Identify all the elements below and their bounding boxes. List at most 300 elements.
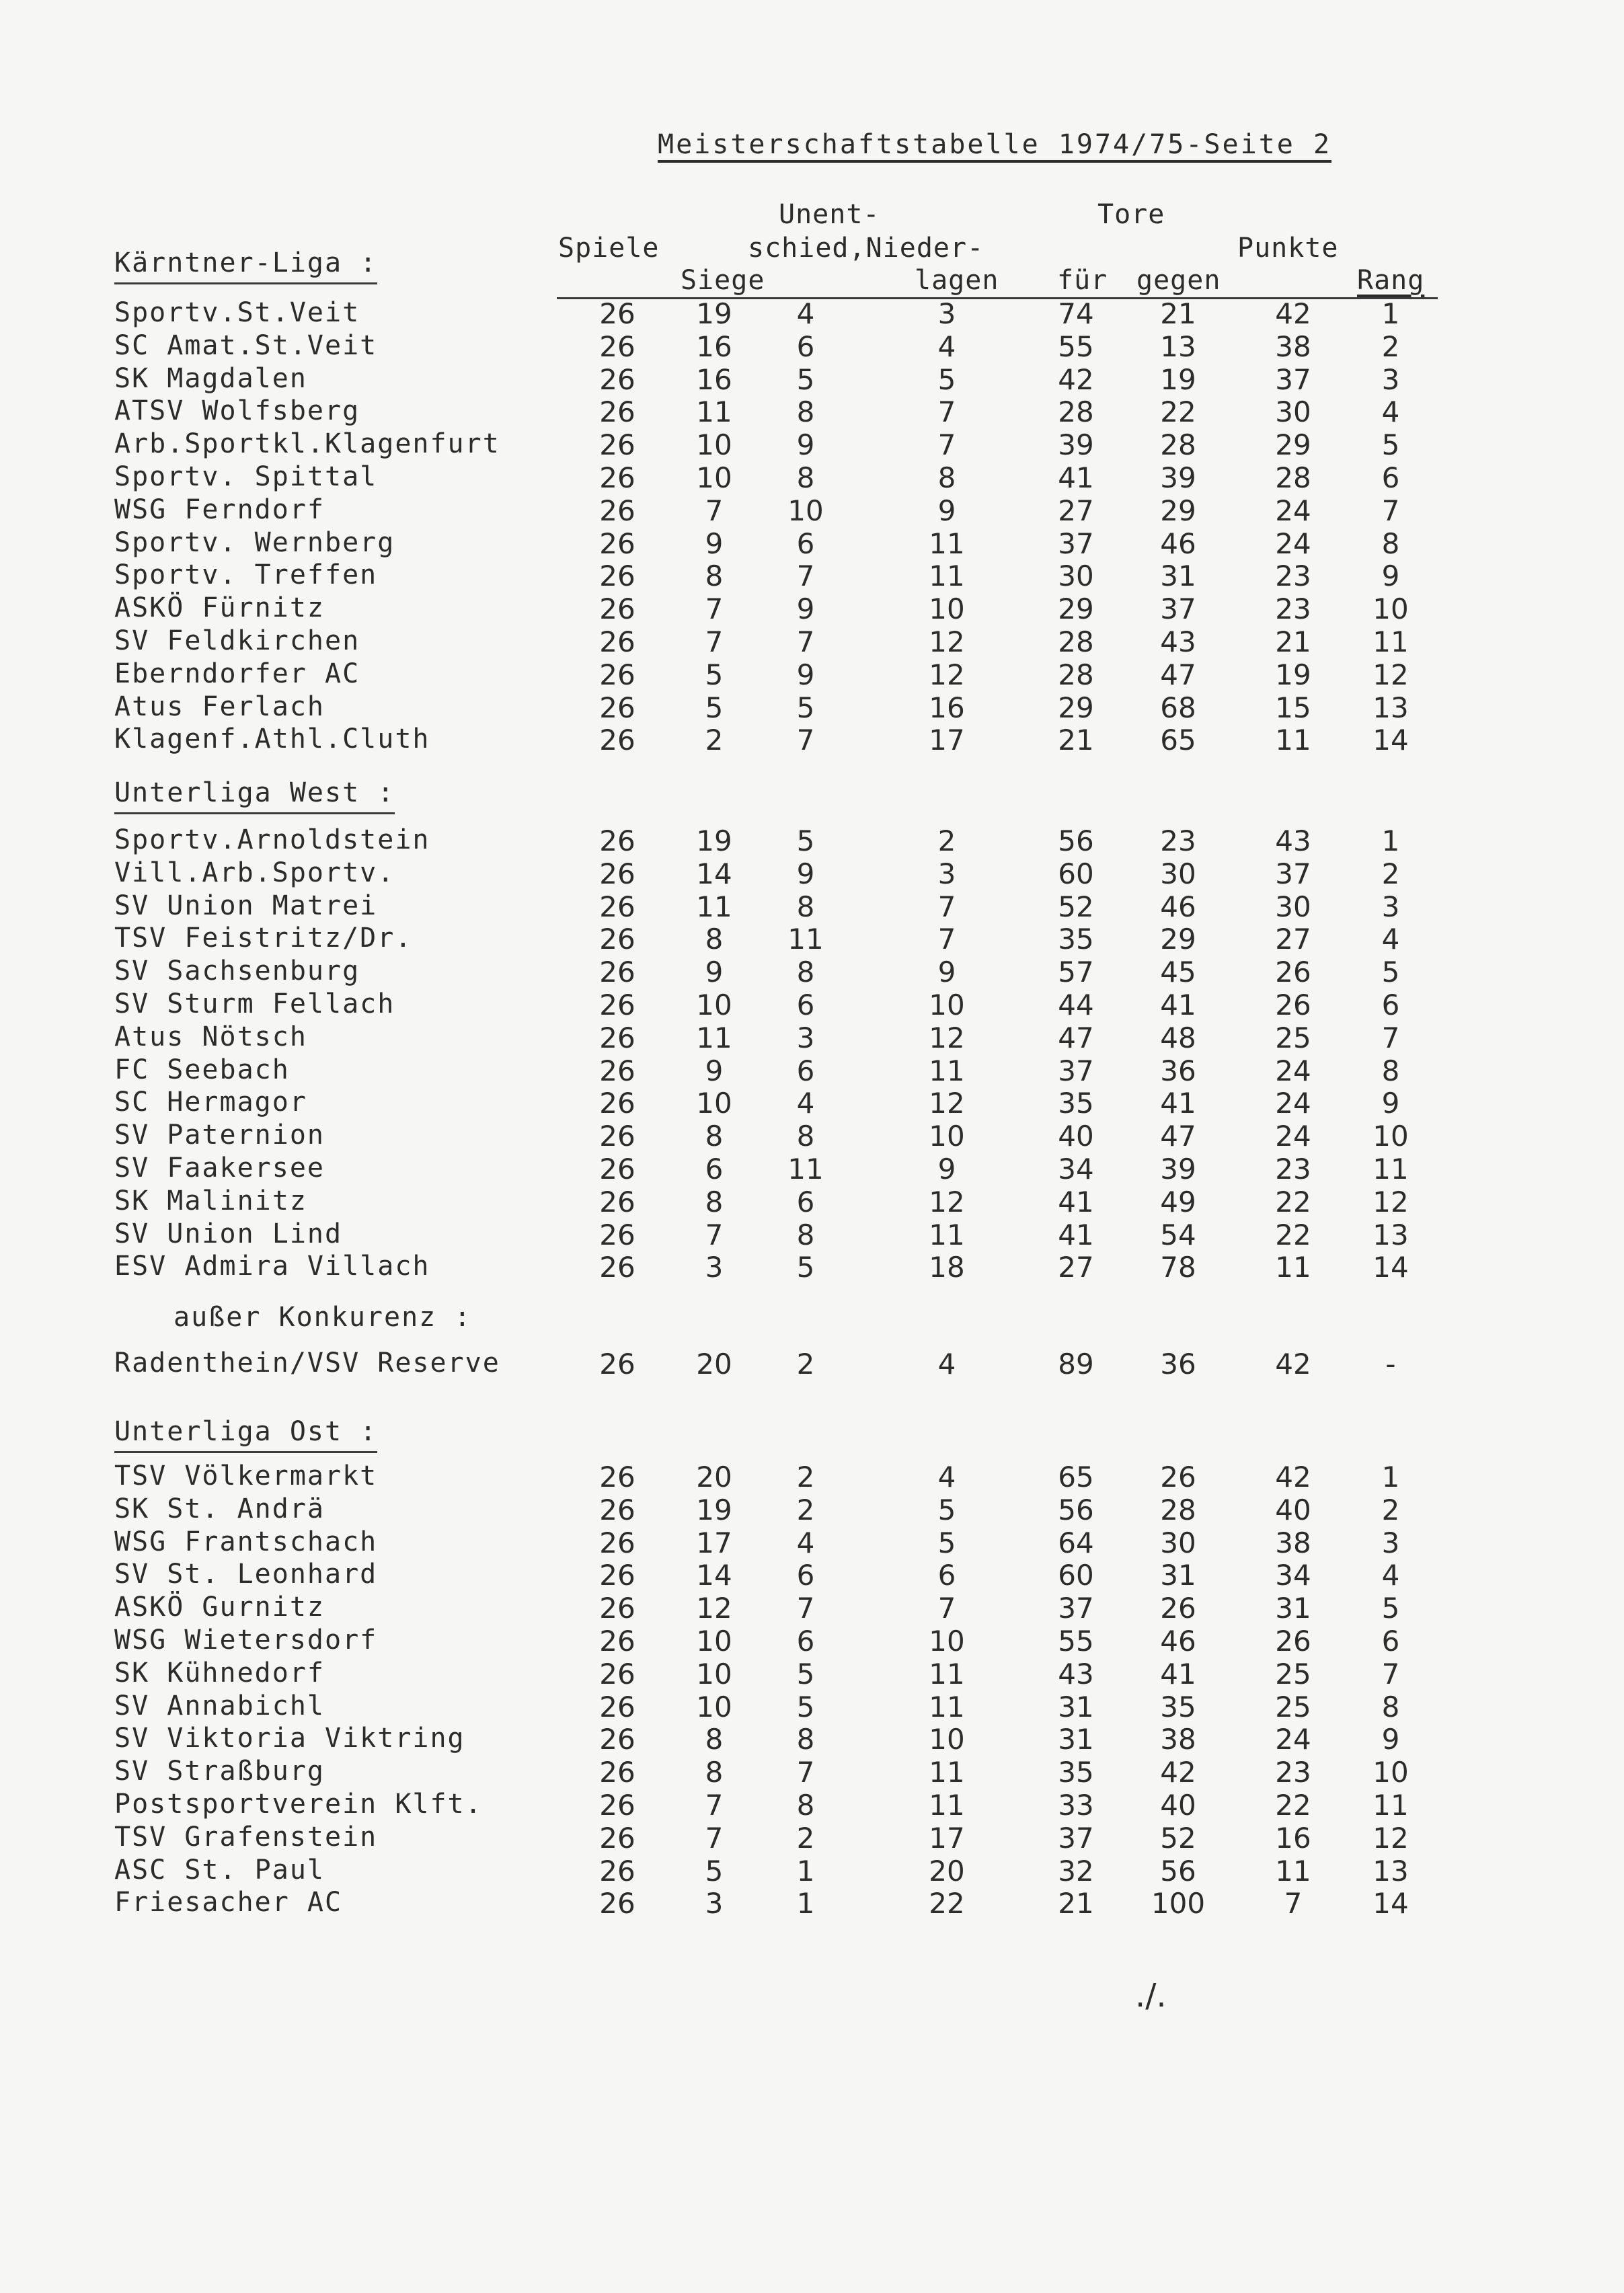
punkte-cell: 7 — [1284, 1887, 1303, 1920]
punkte-cell: 23 — [1275, 559, 1311, 593]
niederlagen-cell: 5 — [937, 362, 956, 396]
unentschieden-cell: 5 — [796, 1690, 815, 1723]
tore-gegen-cell: 41 — [1160, 988, 1196, 1021]
siege-cell: 9 — [705, 527, 724, 560]
siege-cell: 8 — [705, 1120, 724, 1153]
rang-cell: 9 — [1381, 1087, 1400, 1120]
table-row — [0, 559, 1624, 592]
table-row — [0, 988, 1624, 1021]
rang-cell: 4 — [1381, 923, 1400, 956]
tore-fuer-cell: 35 — [1058, 1087, 1094, 1120]
header-rang: Rang — [1357, 265, 1425, 296]
siege-cell: 10 — [696, 988, 732, 1021]
team-name: Vill.Arb.Sportv. — [114, 857, 395, 888]
punkte-cell: 30 — [1275, 395, 1311, 429]
tore-fuer-cell: 37 — [1058, 527, 1094, 560]
table-row — [0, 330, 1624, 362]
tore-gegen-cell: 43 — [1160, 625, 1196, 658]
team-name: SK Kühnedorf — [114, 1657, 325, 1688]
punkte-cell: 34 — [1275, 1559, 1311, 1592]
team-name: SV St. Leonhard — [114, 1559, 378, 1590]
rang-cell: 13 — [1372, 691, 1409, 724]
punkte-cell: 42 — [1275, 1348, 1311, 1381]
unentschieden-cell: 7 — [796, 625, 815, 658]
spiele-cell: 26 — [599, 1723, 635, 1756]
tore-gegen-cell: 49 — [1160, 1185, 1196, 1218]
unentschieden-cell: 9 — [796, 857, 815, 890]
header-schied-nieder: schied,Nieder- — [748, 233, 984, 264]
unentschieden-cell: 8 — [796, 1120, 815, 1153]
tore-fuer-cell: 37 — [1058, 1054, 1094, 1087]
rang-cell: - — [1385, 1348, 1396, 1381]
unentschieden-cell: 4 — [796, 1526, 815, 1559]
table-row — [0, 1348, 1624, 1380]
tore-gegen-cell: 46 — [1160, 527, 1196, 560]
spiele-cell: 26 — [599, 1251, 635, 1284]
rang-cell: 6 — [1381, 1625, 1400, 1658]
table-row — [0, 592, 1624, 625]
team-name: SC Amat.St.Veit — [114, 329, 378, 361]
niederlagen-cell: 2 — [937, 824, 956, 857]
tore-fuer-cell: 60 — [1058, 1559, 1094, 1592]
tore-gegen-cell: 41 — [1160, 1087, 1196, 1120]
spiele-cell: 26 — [599, 857, 635, 890]
header-unent: Unent- — [779, 199, 880, 230]
niederlagen-cell: 11 — [929, 1789, 965, 1822]
rang-cell: 8 — [1381, 1054, 1400, 1087]
rang-cell: 11 — [1372, 625, 1409, 658]
niederlagen-cell: 7 — [937, 923, 956, 956]
table-row — [0, 461, 1624, 494]
niederlagen-cell: 20 — [929, 1854, 965, 1888]
table-row — [0, 857, 1624, 890]
unentschieden-cell: 9 — [796, 428, 815, 462]
niederlagen-cell: 8 — [937, 461, 956, 494]
punkte-cell: 16 — [1275, 1821, 1311, 1855]
table-row — [0, 527, 1624, 559]
tore-fuer-cell: 55 — [1058, 1625, 1094, 1658]
unentschieden-cell: 8 — [796, 956, 815, 989]
tore-gegen-cell: 47 — [1160, 1120, 1196, 1153]
tore-gegen-cell: 35 — [1160, 1690, 1196, 1723]
tore-fuer-cell: 65 — [1058, 1461, 1094, 1493]
tore-fuer-cell: 47 — [1058, 1021, 1094, 1054]
spiele-cell: 26 — [599, 1054, 635, 1087]
tore-fuer-cell: 42 — [1058, 362, 1094, 396]
team-name: Arb.Sportkl.Klagenfurt — [114, 428, 500, 460]
spiele-cell: 26 — [599, 923, 635, 956]
spiele-cell: 26 — [599, 988, 635, 1021]
tore-gegen-cell: 23 — [1160, 824, 1196, 857]
rang-cell: 10 — [1372, 592, 1409, 626]
siege-cell: 19 — [696, 297, 732, 330]
punkte-cell: 42 — [1275, 297, 1311, 330]
team-name: SV Annabichl — [114, 1690, 325, 1721]
unentschieden-cell: 6 — [796, 527, 815, 560]
siege-cell: 8 — [705, 923, 724, 956]
unentschieden-cell: 6 — [796, 1185, 815, 1218]
team-name: ESV Admira Villach — [114, 1251, 430, 1282]
punkte-cell: 37 — [1275, 857, 1311, 890]
rang-cell: 10 — [1372, 1756, 1409, 1789]
team-name: ASKÖ Gurnitz — [114, 1592, 325, 1623]
unentschieden-cell: 9 — [796, 592, 815, 626]
continuation-mark: ./. — [1135, 1977, 1167, 2015]
team-name: Klagenf.Athl.Cluth — [114, 724, 430, 755]
siege-cell: 17 — [696, 1526, 732, 1559]
siege-cell: 10 — [696, 1625, 732, 1658]
rang-cell: 9 — [1381, 1723, 1400, 1756]
punkte-cell: 25 — [1275, 1021, 1311, 1054]
punkte-cell: 24 — [1275, 1054, 1311, 1087]
siege-cell: 9 — [705, 1054, 724, 1087]
team-name: SK Magdalen — [114, 362, 307, 394]
punkte-cell: 15 — [1275, 691, 1311, 724]
rang-cell: 6 — [1381, 988, 1400, 1021]
spiele-cell: 26 — [599, 1185, 635, 1218]
spiele-cell: 26 — [599, 724, 635, 757]
unentschieden-cell: 8 — [796, 1723, 815, 1756]
table-row — [0, 691, 1624, 724]
punkte-cell: 40 — [1275, 1493, 1311, 1526]
tore-gegen-cell: 19 — [1160, 362, 1196, 396]
siege-cell: 16 — [696, 362, 732, 396]
rang-cell: 5 — [1381, 956, 1400, 989]
rang-cell: 7 — [1381, 1657, 1400, 1690]
table-row — [0, 1493, 1624, 1526]
niederlagen-cell: 3 — [937, 297, 956, 330]
siege-cell: 5 — [705, 691, 724, 724]
tore-gegen-cell: 39 — [1160, 1153, 1196, 1186]
siege-cell: 11 — [696, 395, 732, 429]
niederlagen-cell: 12 — [929, 1021, 965, 1054]
niederlagen-cell: 10 — [929, 1625, 965, 1658]
spiele-cell: 26 — [599, 494, 635, 527]
rang-cell: 3 — [1381, 890, 1400, 923]
spiele-cell: 26 — [599, 956, 635, 989]
unentschieden-cell: 9 — [796, 658, 815, 691]
tore-fuer-cell: 57 — [1058, 956, 1094, 989]
niederlagen-cell: 7 — [937, 1592, 956, 1625]
team-name: Eberndorfer AC — [114, 658, 360, 689]
siege-cell: 10 — [696, 1657, 732, 1690]
team-name: Postsportverein Klft. — [114, 1789, 483, 1820]
siege-cell: 8 — [705, 1756, 724, 1789]
team-name: SK St. Andrä — [114, 1493, 325, 1524]
tore-fuer-cell: 27 — [1058, 494, 1094, 527]
unentschieden-cell: 8 — [796, 890, 815, 923]
unentschieden-cell: 6 — [796, 1625, 815, 1658]
tore-fuer-cell: 28 — [1058, 625, 1094, 658]
team-name: ASKÖ Fürnitz — [114, 592, 325, 624]
rang-cell: 8 — [1381, 527, 1400, 560]
tore-fuer-cell: 31 — [1058, 1690, 1094, 1723]
tore-fuer-cell: 33 — [1058, 1789, 1094, 1822]
tore-fuer-cell: 89 — [1058, 1348, 1094, 1381]
spiele-cell: 26 — [599, 1153, 635, 1186]
unentschieden-cell: 2 — [796, 1493, 815, 1526]
tore-fuer-cell: 64 — [1058, 1526, 1094, 1559]
niederlagen-cell: 7 — [937, 890, 956, 923]
spiele-cell: 26 — [599, 1690, 635, 1723]
tore-gegen-cell: 38 — [1160, 1723, 1196, 1756]
unentschieden-cell: 6 — [796, 1559, 815, 1592]
niederlagen-cell: 5 — [937, 1493, 956, 1526]
unentschieden-cell: 2 — [796, 1821, 815, 1855]
spiele-cell: 26 — [599, 329, 635, 363]
rang-cell: 9 — [1381, 559, 1400, 593]
table-row — [0, 1658, 1624, 1690]
punkte-cell: 30 — [1275, 890, 1311, 923]
niederlagen-cell: 11 — [929, 1756, 965, 1789]
table-row — [0, 824, 1624, 857]
team-name: Sportv.Arnoldstein — [114, 824, 430, 855]
table-row — [0, 1690, 1624, 1723]
section-title-kaerntner-liga: Kärntner-Liga : — [114, 247, 377, 284]
table-row — [0, 1461, 1624, 1493]
punkte-cell: 22 — [1275, 1185, 1311, 1218]
table-row — [0, 1153, 1624, 1185]
unentschieden-cell: 1 — [796, 1854, 815, 1888]
rang-cell: 10 — [1372, 1120, 1409, 1153]
unentschieden-cell: 2 — [796, 1461, 815, 1493]
punkte-cell: 31 — [1275, 1592, 1311, 1625]
unentschieden-cell: 8 — [796, 1218, 815, 1251]
rang-cell: 4 — [1381, 1559, 1400, 1592]
siege-cell: 20 — [696, 1461, 732, 1493]
tore-fuer-cell: 41 — [1058, 461, 1094, 494]
siege-cell: 7 — [705, 592, 724, 626]
unentschieden-cell: 7 — [796, 559, 815, 593]
niederlagen-cell: 11 — [929, 1218, 965, 1251]
niederlagen-cell: 10 — [929, 1120, 965, 1153]
team-name: SV Sturm Fellach — [114, 988, 395, 1019]
spiele-cell: 26 — [599, 691, 635, 724]
tore-gegen-cell: 26 — [1160, 1592, 1196, 1625]
punkte-cell: 26 — [1275, 956, 1311, 989]
siege-cell: 5 — [705, 1854, 724, 1888]
team-name: TSV Feistritz/Dr. — [114, 923, 413, 954]
tore-gegen-cell: 41 — [1160, 1657, 1196, 1690]
tore-fuer-cell: 35 — [1058, 923, 1094, 956]
unentschieden-cell: 1 — [796, 1887, 815, 1920]
team-name: Sportv.St.Veit — [114, 297, 360, 328]
spiele-cell: 26 — [599, 1854, 635, 1888]
tore-fuer-cell: 56 — [1058, 824, 1094, 857]
header-gegen: gegen — [1136, 265, 1221, 296]
team-name: SK Malinitz — [114, 1185, 307, 1216]
rang-cell: 12 — [1372, 658, 1409, 691]
rang-cell: 11 — [1372, 1153, 1409, 1186]
punkte-cell: 25 — [1275, 1657, 1311, 1690]
unentschieden-cell: 8 — [796, 395, 815, 429]
tore-gegen-cell: 56 — [1160, 1854, 1196, 1888]
rang-cell: 1 — [1381, 1461, 1400, 1493]
header-punkte: Punkte — [1237, 233, 1339, 264]
punkte-cell: 11 — [1275, 724, 1311, 757]
punkte-cell: 26 — [1275, 1625, 1311, 1658]
table-row — [0, 297, 1624, 329]
tore-fuer-cell: 31 — [1058, 1723, 1094, 1756]
unentschieden-cell: 8 — [796, 1789, 815, 1822]
spiele-cell: 26 — [599, 527, 635, 560]
tore-fuer-cell: 52 — [1058, 890, 1094, 923]
spiele-cell: 26 — [599, 428, 635, 462]
team-name: ASC St. Paul — [114, 1854, 325, 1886]
niederlagen-cell: 9 — [937, 956, 956, 989]
tore-gegen-cell: 29 — [1160, 494, 1196, 527]
tore-fuer-cell: 29 — [1058, 691, 1094, 724]
spiele-cell: 26 — [599, 625, 635, 658]
tore-gegen-cell: 100 — [1151, 1887, 1206, 1920]
unentschieden-cell: 4 — [796, 297, 815, 330]
unentschieden-cell: 10 — [787, 494, 824, 527]
siege-cell: 3 — [705, 1251, 724, 1284]
table-row — [0, 625, 1624, 658]
table-row — [0, 1887, 1624, 1919]
team-name: WSG Frantschach — [114, 1526, 378, 1557]
table-row — [0, 1021, 1624, 1054]
punkte-cell: 25 — [1275, 1690, 1311, 1723]
siege-cell: 14 — [696, 857, 732, 890]
tore-gegen-cell: 22 — [1160, 395, 1196, 429]
tore-gegen-cell: 37 — [1160, 592, 1196, 626]
siege-cell: 7 — [705, 1789, 724, 1822]
table-row — [0, 1251, 1624, 1283]
spiele-cell: 26 — [599, 1625, 635, 1658]
tore-gegen-cell: 31 — [1160, 1559, 1196, 1592]
punkte-cell: 22 — [1275, 1218, 1311, 1251]
table-row — [0, 1186, 1624, 1218]
niederlagen-cell: 5 — [937, 1526, 956, 1559]
niederlagen-cell: 10 — [929, 988, 965, 1021]
tore-fuer-cell: 28 — [1058, 658, 1094, 691]
niederlagen-cell: 12 — [929, 1185, 965, 1218]
team-name: Radenthein/VSV Reserve — [114, 1348, 500, 1378]
team-name: SV Union Matrei — [114, 890, 378, 921]
tore-gegen-cell: 68 — [1160, 691, 1196, 724]
table-row — [0, 1592, 1624, 1624]
rang-cell: 1 — [1381, 824, 1400, 857]
spiele-cell: 26 — [599, 395, 635, 429]
tore-fuer-cell: 29 — [1058, 592, 1094, 626]
rang-cell: 2 — [1381, 329, 1400, 363]
spiele-cell: 26 — [599, 824, 635, 857]
table-row — [0, 494, 1624, 527]
spiele-cell: 26 — [599, 1493, 635, 1526]
niederlagen-cell: 11 — [929, 1054, 965, 1087]
niederlagen-cell: 17 — [929, 1821, 965, 1855]
tore-fuer-cell: 37 — [1058, 1592, 1094, 1625]
table-row — [0, 1822, 1624, 1854]
niederlagen-cell: 10 — [929, 1723, 965, 1756]
team-name: Atus Ferlach — [114, 691, 325, 722]
unentschieden-cell: 11 — [787, 1153, 824, 1186]
table-row — [0, 428, 1624, 461]
table-row — [0, 363, 1624, 395]
tore-gegen-cell: 39 — [1160, 461, 1196, 494]
tore-fuer-cell: 32 — [1058, 1854, 1094, 1888]
team-name: SV Paternion — [114, 1120, 325, 1151]
section-title-unterliga-west: Unterliga West : — [114, 777, 395, 814]
siege-cell: 10 — [696, 1087, 732, 1120]
table-row — [0, 1723, 1624, 1755]
section-title-unterliga-ost: Unterliga Ost : — [114, 1416, 377, 1453]
siege-cell: 9 — [705, 956, 724, 989]
team-name: Friesacher AC — [114, 1887, 343, 1918]
niederlagen-cell: 12 — [929, 658, 965, 691]
siege-cell: 8 — [705, 1723, 724, 1756]
table-row — [0, 724, 1624, 756]
punkte-cell: 43 — [1275, 824, 1311, 857]
unentschieden-cell: 5 — [796, 824, 815, 857]
punkte-cell: 19 — [1275, 658, 1311, 691]
team-name: TSV Völkermarkt — [114, 1461, 378, 1491]
rang-cell: 5 — [1381, 428, 1400, 462]
rang-cell: 2 — [1381, 857, 1400, 890]
niederlagen-cell: 4 — [937, 1461, 956, 1493]
tore-fuer-cell: 35 — [1058, 1756, 1094, 1789]
niederlagen-cell: 9 — [937, 494, 956, 527]
niederlagen-cell: 17 — [929, 724, 965, 757]
niederlagen-cell: 11 — [929, 527, 965, 560]
table-row — [0, 1054, 1624, 1087]
tore-gegen-cell: 54 — [1160, 1218, 1196, 1251]
punkte-cell: 24 — [1275, 1120, 1311, 1153]
tore-gegen-cell: 47 — [1160, 658, 1196, 691]
tore-gegen-cell: 48 — [1160, 1021, 1196, 1054]
tore-fuer-cell: 28 — [1058, 395, 1094, 429]
team-name: Atus Nötsch — [114, 1021, 307, 1052]
rang-cell: 6 — [1381, 461, 1400, 494]
unentschieden-cell: 6 — [796, 1054, 815, 1087]
spiele-cell: 26 — [599, 1657, 635, 1690]
team-name: SV Union Lind — [114, 1218, 343, 1249]
rang-cell: 14 — [1372, 1887, 1409, 1920]
tore-gegen-cell: 45 — [1160, 956, 1196, 989]
punkte-cell: 38 — [1275, 329, 1311, 363]
spiele-cell: 26 — [599, 1461, 635, 1493]
rang-cell: 3 — [1381, 362, 1400, 396]
punkte-cell: 37 — [1275, 362, 1311, 396]
niederlagen-cell: 10 — [929, 592, 965, 626]
table-row — [0, 1625, 1624, 1657]
punkte-cell: 24 — [1275, 1087, 1311, 1120]
spiele-cell: 26 — [599, 1887, 635, 1920]
spiele-cell: 26 — [599, 1021, 635, 1054]
unentschieden-cell: 8 — [796, 461, 815, 494]
niederlagen-cell: 11 — [929, 559, 965, 593]
tore-fuer-cell: 39 — [1058, 428, 1094, 462]
spiele-cell: 26 — [599, 362, 635, 396]
rang-cell: 8 — [1381, 1690, 1400, 1723]
siege-cell: 10 — [696, 461, 732, 494]
rang-cell: 4 — [1381, 395, 1400, 429]
punkte-cell: 28 — [1275, 461, 1311, 494]
siege-cell: 20 — [696, 1348, 732, 1381]
siege-cell: 16 — [696, 329, 732, 363]
siege-cell: 11 — [696, 1021, 732, 1054]
table-row — [0, 1789, 1624, 1821]
team-name: SC Hermagor — [114, 1087, 307, 1118]
tore-gegen-cell: 26 — [1160, 1461, 1196, 1493]
niederlagen-cell: 12 — [929, 625, 965, 658]
punkte-cell: 11 — [1275, 1854, 1311, 1888]
niederlagen-cell: 12 — [929, 1087, 965, 1120]
tore-gegen-cell: 65 — [1160, 724, 1196, 757]
unentschieden-cell: 5 — [796, 1251, 815, 1284]
spiele-cell: 26 — [599, 297, 635, 330]
